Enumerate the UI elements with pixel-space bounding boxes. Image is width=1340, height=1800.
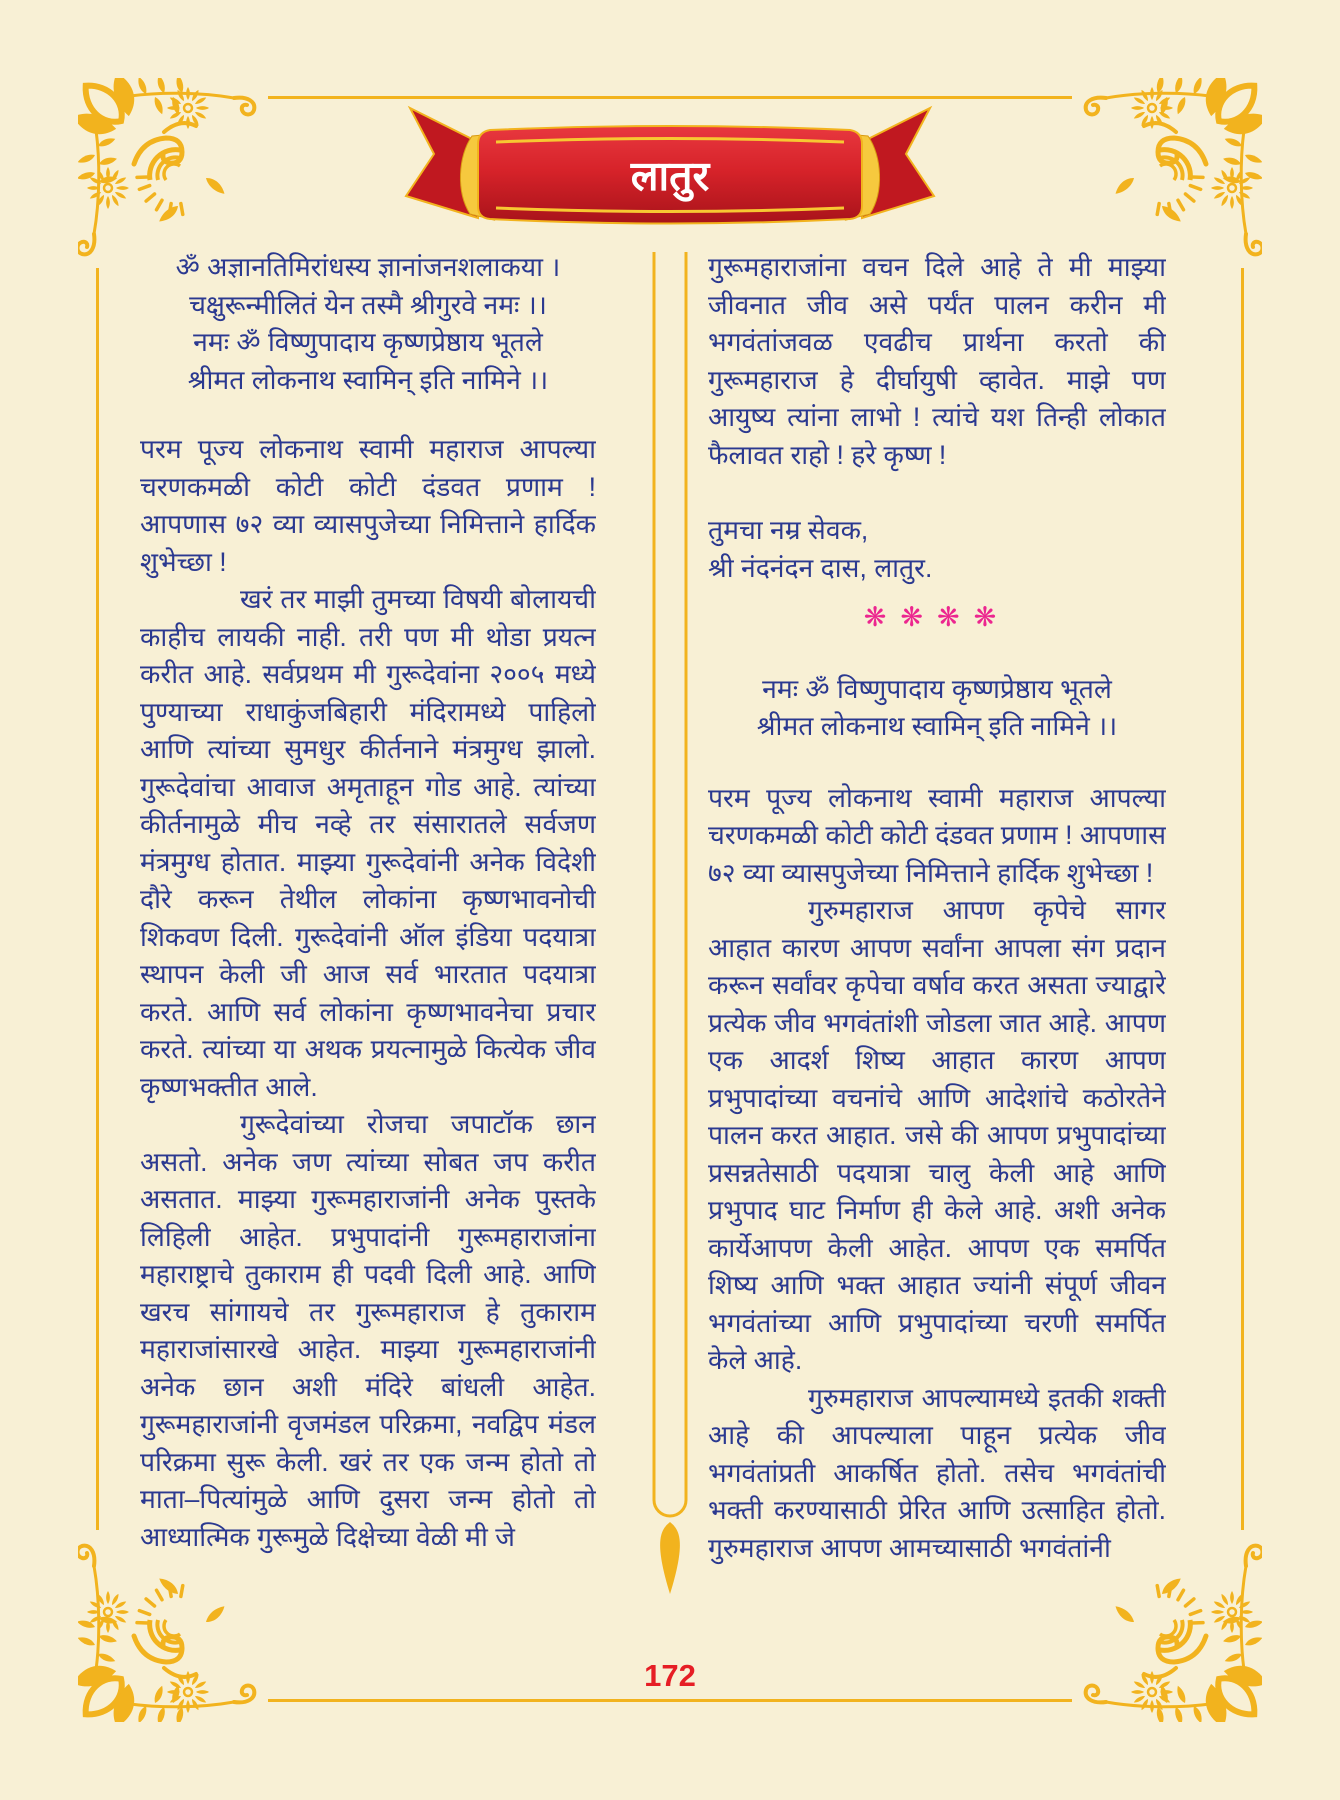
paragraph-body: गुरुमहाराज आपण कृपेचे सागर आहात कारण आपण सर्वांना आपला संग प्रदान करून सर्वांवर कृपेचा वर्षाव करत असता ज्याद्वारे प्रत्येक जीव भगवंतांशी जोडला जात आहे. आपण एक आदर्श शिष्य आहात कारण आपण प्रभुपादांच्या वचनांचे आणि आदेशांचे कठोरतेने पालन करत आहात. जसे की आपण प्रभुपादांच्या प्रसन्नतेसाठी पदयात्रा चालु केली आहे आणि प्रभुपाद घाट निर्माण ही केले आहे. अशी अनेक कार्येआपण केली आहेत. आपण एक समर्पित शिष्य आणि भक्त आहात ज्यांनी संपूर्ण जीवन भगवंतांच्या आणि प्रभुपादांच्या चरणी समर्पित केले आहे. xyxy=(708,895,1166,1375)
page-number: 172 xyxy=(644,1658,696,1693)
paragraph-body: गुरूदेवांच्या रोजचा जपाटॉक छान असतो. अनेक जण त्यांच्या सोबत जप करीत असतात. माझ्या गुरूमहाराजांनी अनेक पुस्तके लिहिली आहेत. प्रभुपादांनी गुरूमहाराजांना महाराष्ट्राचे तुकाराम ही पदवी दिली आहे. आणि खरच सांगायचे तर गुरूमहाराज हे तुकाराम महाराजांसारखे आहेत. माझ्या गुरूमहाराजांनी अनेक छान अशी मंदिरे बांधली आहेत. गुरूमहाराजांनी वृजमंडल परिक्रमा, नवद्विप मंडल परिक्रमा सुरू केली. खरं तर एक जन्म होतो तो माता–पित्यांमुळे आणि दुसरा जन्म होतो तो आध्यात्मिक गुरूमुळे दिक्षेच्या वेळी मी जे xyxy=(140,1109,596,1552)
banner-title: लातुर xyxy=(630,153,710,199)
column-divider xyxy=(650,252,690,1602)
verse-line: नमः ॐ विष्णुपादाय कृष्णप्रेष्ठाय भूतले xyxy=(762,673,1112,704)
verse-line: श्रीमत लोकनाथ स्वामिन् इति नामिने ।। xyxy=(756,711,1118,741)
right-column xyxy=(708,249,1166,1567)
paragraph-salutation: परम पूज्य लोकनाथ स्वामी महाराज आपल्या चरणकमळी कोटी कोटी दंडवत प्रणाम ! आपणास ७२ व्या व्यासपुजेच्या निमित्ताने हार्दिक शुभेच्छा ! xyxy=(140,434,596,577)
frame-right-line xyxy=(1241,268,1244,1530)
section-separator: ❋❋❋❋ xyxy=(863,602,1011,632)
signature-line: श्री नंदनंदन दास, लातुर. xyxy=(708,552,933,583)
corner-ornament-icon xyxy=(1067,78,1262,273)
frame-left-line xyxy=(96,268,99,1530)
paragraph-body: खरं तर माझी तुमच्या विषयी बोलायची काहीच लायकी नाही. तरी पण मी थोडा प्रयत्न करीत आहे. सर्वप्रथम मी गुरूदेवांना २००५ मध्ये पुण्याच्या राधाकुंजबिहारी मंदिरामध्ये पाहिलो आणि त्यांच्या सुमधुर कीर्तनाने मंत्रमुग्ध झालो. गुरूदेवांचा आवाज अमृताहून गोड आहे. त्यांच्या कीर्तनामुळे मीच नव्हे तर संसारातले सर्वजण मंत्रमुग्ध होतात. माझ्या गुरूदेवांनी अनेक विदेशी दौरे करून तेथील लोकांना कृष्णभावनोची शिकवण दिली. गुरूदेवांनी ऑल इंडिया पदयात्रा स्थापन केली जी आज सर्व भारतात पदयात्रा करते. आणि सर्व लोकांना कृष्णभावनेचा प्रचार करते. त्यांच्या या अथक प्रयत्नामुळे कित्येक जीव कृष्णभक्तीत आले. xyxy=(140,584,596,1102)
paragraph-body: गुरूमहाराजांना वचन दिले आहे ते मी माझ्या जीवनात जीव असे पर्यंत पालन करीन मी भगवंतांजवळ एवढीच प्रार्थना करतो की गुरूमहाराज हे दीर्घायुषी व्हावेत. माझे पण आयुष्य त्यांना लाभो ! त्यांचे यश तिन्ही लोकात फैलावत राहो ! हरे कृष्ण ! xyxy=(708,252,1166,470)
verse-line: चक्षुरून्मीलितं येन तस्मै श्रीगुरवे नमः ।। xyxy=(189,289,547,320)
paragraph-body: गुरुमहाराज आपल्यामध्ये इतकी शक्ती आहे की आपल्याला पाहून प्रत्येक जीव भगवंतांप्रती आकर्षित होतो. तसेच भगवंतांची भक्ती करण्यासाठी प्रेरित आणि उत्साहित होतो. गुरुमहाराज आपण आमच्यासाठी भगवंतांनी xyxy=(708,1382,1166,1563)
verse-line: ॐ अज्ञानतिमिरांधस्य ज्ञानांजनशलाकया । xyxy=(175,252,561,282)
left-column xyxy=(140,249,596,1556)
corner-ornament-icon xyxy=(78,78,273,273)
pen-nib-icon xyxy=(660,1522,680,1594)
invocation-verse xyxy=(140,249,596,399)
invocation-verse xyxy=(708,671,1166,746)
signature-line: तुमचा नम्र सेवक, xyxy=(708,515,869,545)
frame-bottom-line xyxy=(268,1699,1072,1702)
verse-line: नमः ॐ विष्णुपादाय कृष्णप्रेष्ठाय भूतले xyxy=(193,327,543,357)
ribbon-banner xyxy=(400,96,940,238)
verse-line: श्रीमत लोकनाथ स्वामिन् इति नामिने ।। xyxy=(187,364,549,395)
signature-block xyxy=(708,512,1166,587)
paragraph-salutation: परम पूज्य लोकनाथ स्वामी महाराज आपल्या चरणकमळी कोटी कोटी दंडवत प्रणाम ! आपणास ७२ व्या व्यासपुजेच्या निमित्ताने हार्दिक शुभेच्छा ! xyxy=(708,782,1166,888)
